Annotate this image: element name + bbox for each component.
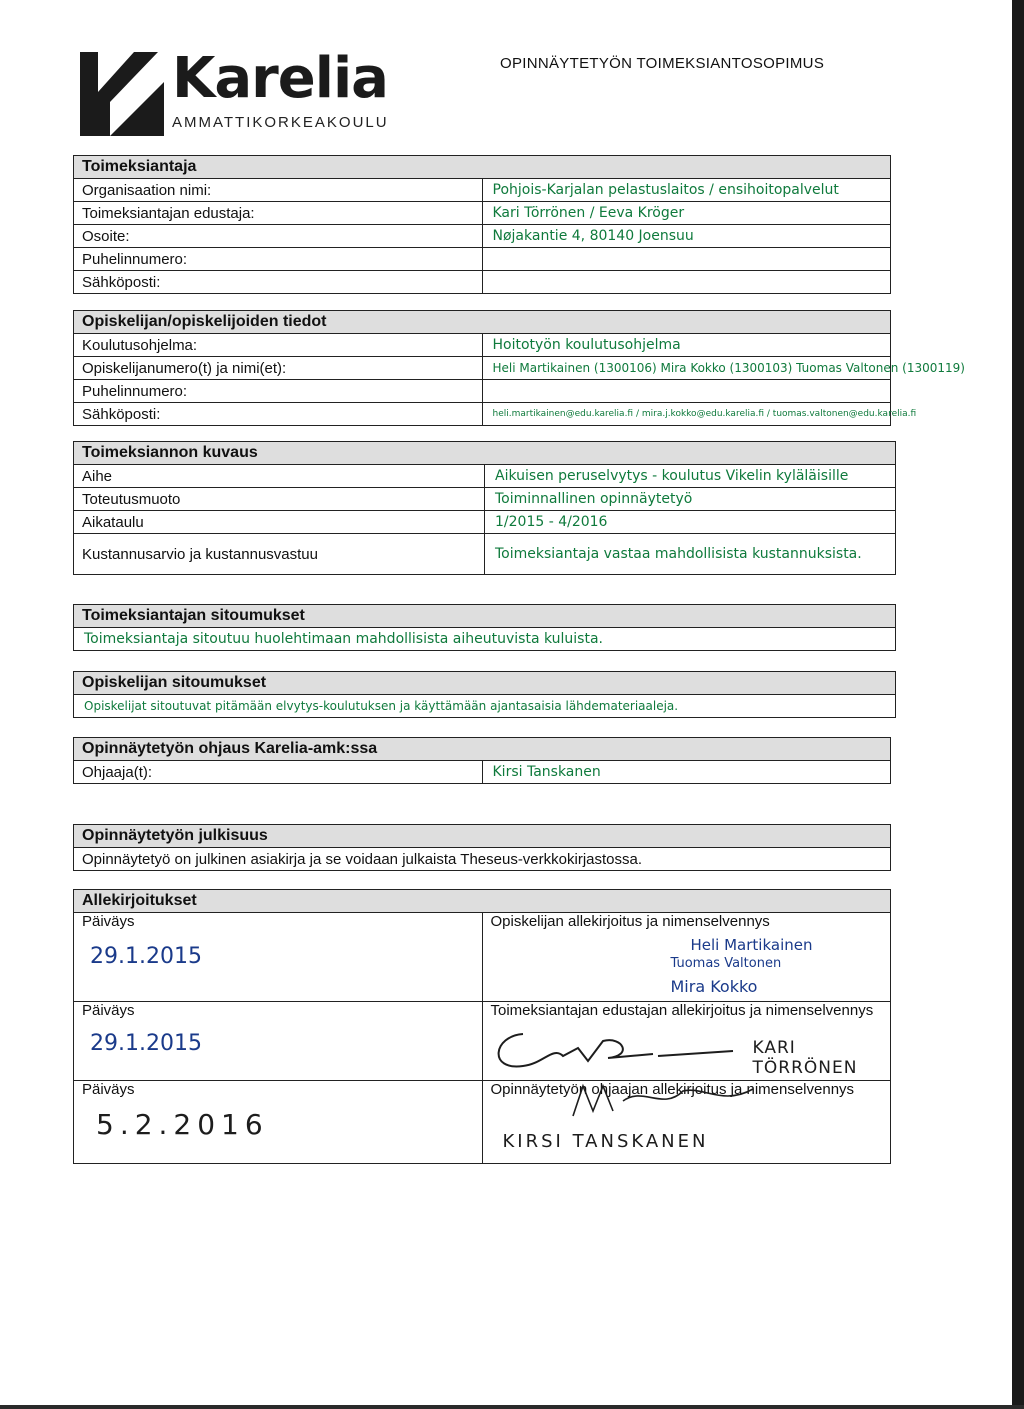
cost-label: Kustannusarvio ja kustannusvastuu <box>74 534 485 575</box>
opiskelijat-table <box>73 310 965 426</box>
signature-cell-3 <box>482 1081 891 1164</box>
publicity-text: Opinnäytetyö on julkinen asiakirja ja se voidaan julkaista Theseus-verkkokirjastossa. <box>74 848 891 871</box>
signature-label-2: Toimeksiantajan edustajan allekirjoitus ja nimenselvennys <box>490 1002 874 1019</box>
student-commitments-value: Opiskelijat sitoutuvat pitämään elvytys-koulutuksen ja käyttämään ajantasaisia lähdemateriaaleja. <box>74 695 896 718</box>
scan-edge-right <box>1012 0 1024 1409</box>
section-title-client-commitments: Toimeksiantajan sitoumukset <box>74 605 896 628</box>
toimeksiantaja-table <box>73 155 891 294</box>
rep-value: Kari Törrönen / Eeva Kröger <box>482 202 891 225</box>
kuvaus-table <box>73 441 896 575</box>
date-label-1: Päiväys <box>82 913 135 930</box>
signature-date-cell-3 <box>74 1081 483 1164</box>
section-title-kuvaus: Toimeksiannon kuvaus <box>74 442 896 465</box>
topic-value: Aikuisen peruselvytys - koulutus Vikelin kyläläisille <box>485 465 896 488</box>
scan-edge-bottom <box>0 1405 1024 1409</box>
signature-name-1a: Heli Martikainen <box>690 936 813 954</box>
publicity-table <box>73 824 891 871</box>
signature-date-cell-2 <box>74 1002 483 1081</box>
student-email-value: heli.martikainen@edu.karelia.fi / mira.j.kokko@edu.karelia.fi / tuomas.valtonen@edu.karelia.fi <box>482 403 891 426</box>
signature-label-3: Opinnäytetyön ohjaajan allekirjoitus ja nimenselvennys <box>490 1081 855 1098</box>
karelia-logo-icon <box>80 52 164 136</box>
rep-label: Toimeksiantajan edustaja: <box>74 202 483 225</box>
student-numbers-value: Heli Martikainen (1300106) Mira Kokko (1300103) Tuomas Valtonen (1300119) <box>482 357 891 380</box>
signature-name-2: KARI TÖRRÖNEN <box>752 1038 858 1078</box>
cost-value: Toimeksiantaja vastaa mahdollisista kustannuksista. <box>485 534 896 575</box>
signature-scribble-3 <box>563 1081 763 1121</box>
supervision-table <box>73 737 891 784</box>
supervisor-value: Kirsi Tanskanen <box>482 761 891 784</box>
section-title-publicity: Opinnäytetyön julkisuus <box>74 825 891 848</box>
schedule-value: 1/2015 - 4/2016 <box>485 511 896 534</box>
date-value-1: 29.1.2015 <box>90 944 202 969</box>
logo-subtitle: AMMATTIKORKEAKOULU <box>172 114 389 131</box>
client-commitments-value: Toimeksiantaja sitoutuu huolehtimaan mahdollisista aiheutuvista kuluista. <box>74 628 896 651</box>
signature-name-1b: Tuomas Valtonen <box>670 956 782 971</box>
student-phone-value <box>482 380 891 403</box>
schedule-label: Aikataulu <box>74 511 485 534</box>
section-title-toimeksiantaja: Toimeksiantaja <box>74 156 891 179</box>
document-title: OPINNÄYTETYÖN TOIMEKSIANTOSOPIMUS <box>500 55 825 72</box>
date-value-2: 29.1.2015 <box>90 1031 202 1056</box>
student-phone-label: Puhelinnumero: <box>74 380 483 403</box>
signatures-table <box>73 889 891 1164</box>
phone-value <box>482 248 891 271</box>
signature-label-1: Opiskelijan allekirjoitus ja nimenselvennys <box>490 913 770 930</box>
section-title-supervision: Opinnäytetyön ohjaus Karelia-amk:ssa <box>74 738 891 761</box>
section-title-student-commitments: Opiskelijan sitoumukset <box>74 672 896 695</box>
program-label: Koulutusohjelma: <box>74 334 483 357</box>
date-value-3: 5.2.2016 <box>96 1108 269 1141</box>
section-title-opiskelijat: Opiskelijan/opiskelijoiden tiedot <box>74 311 891 334</box>
logo-name: Karelia <box>172 46 388 111</box>
email-value <box>482 271 891 294</box>
student-email-label: Sähköposti: <box>74 403 483 426</box>
student-numbers-label: Opiskelijanumero(t) ja nimi(et): <box>74 357 483 380</box>
implementation-value: Toiminnallinen opinnäytetyö <box>485 488 896 511</box>
student-commitments-table <box>73 671 896 718</box>
signature-cell-2 <box>482 1002 891 1081</box>
signature-date-cell-1 <box>74 913 483 1002</box>
org-label: Organisaation nimi: <box>74 179 483 202</box>
date-label-3: Päiväys <box>82 1081 135 1098</box>
karelia-logo <box>80 46 400 142</box>
signature-scribble-2 <box>483 1026 743 1076</box>
client-commitments-table <box>73 604 896 651</box>
section-title-signatures: Allekirjoitukset <box>74 890 891 913</box>
program-value: Hoitotyön koulutusohjelma <box>482 334 891 357</box>
supervisor-label: Ohjaaja(t): <box>74 761 483 784</box>
signature-name-3: KIRSI TANSKANEN <box>502 1131 709 1152</box>
signature-name-1c: Mira Kokko <box>670 977 758 996</box>
address-label: Osoite: <box>74 225 483 248</box>
signature-cell-1 <box>482 913 891 1002</box>
implementation-label: Toteutusmuoto <box>74 488 485 511</box>
topic-label: Aihe <box>74 465 485 488</box>
phone-label: Puhelinnumero: <box>74 248 483 271</box>
org-value: Pohjois-Karjalan pelastuslaitos / ensihoitopalvelut <box>482 179 891 202</box>
email-label: Sähköposti: <box>74 271 483 294</box>
address-value: Nøjakantie 4, 80140 Joensuu <box>482 225 891 248</box>
date-label-2: Päiväys <box>82 1002 135 1019</box>
